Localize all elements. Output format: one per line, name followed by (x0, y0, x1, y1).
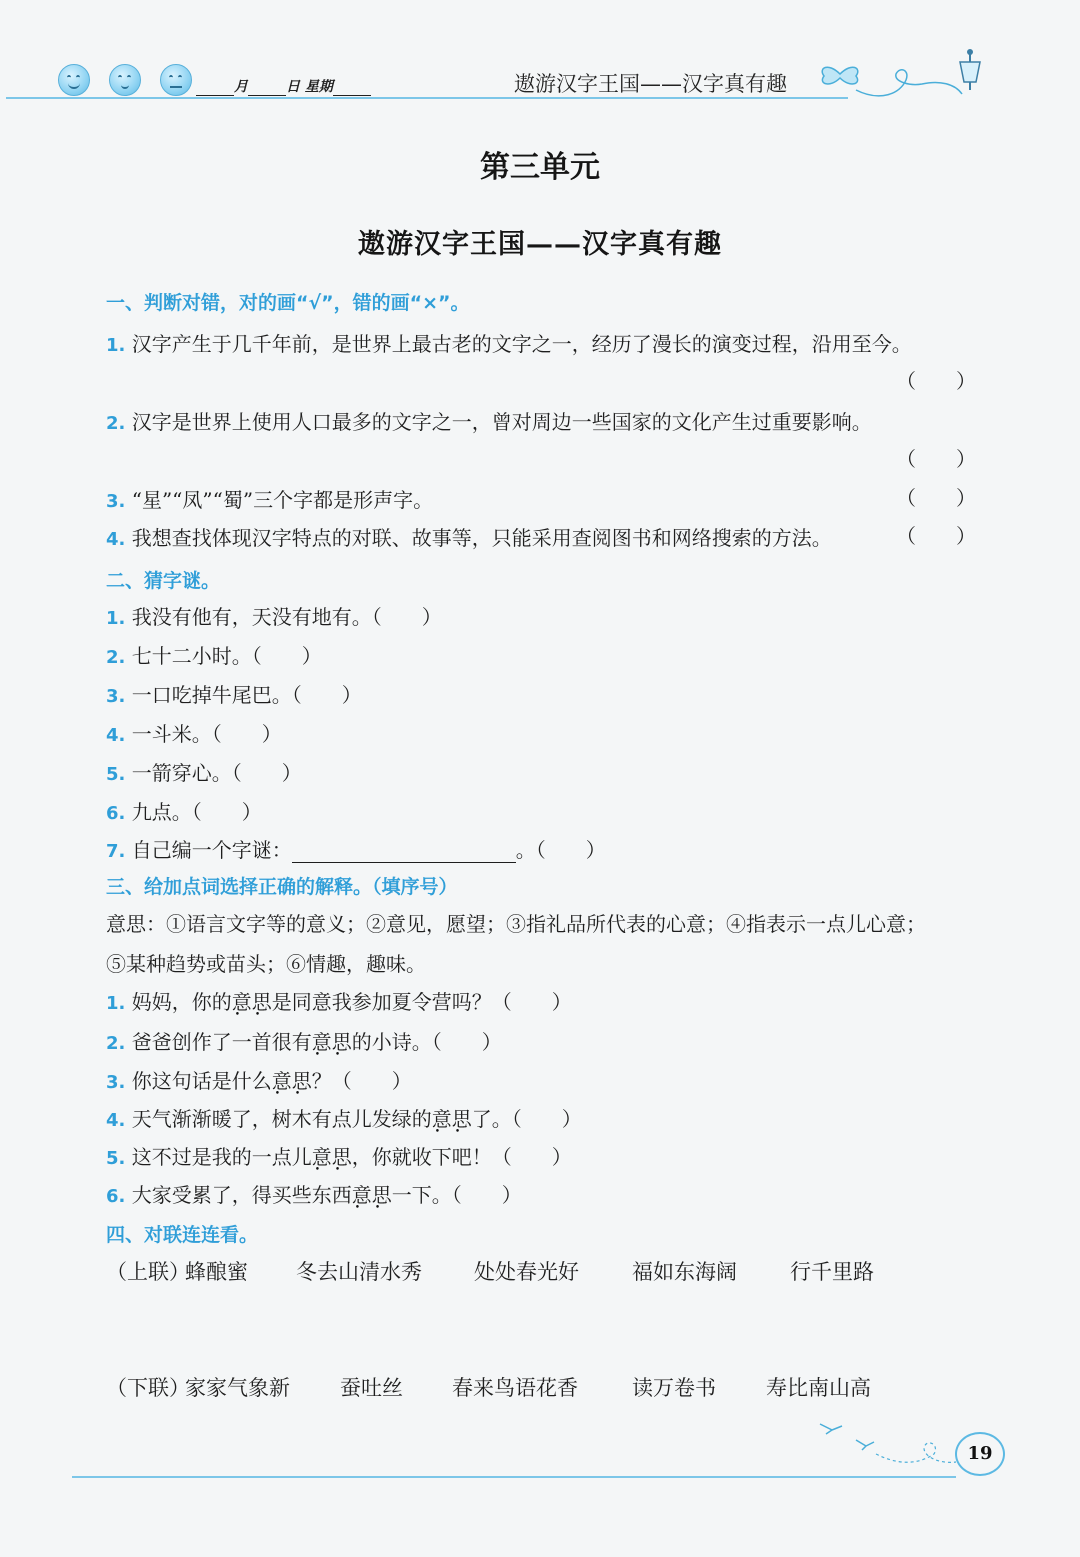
dotted-word: 意思 • • (432, 1103, 472, 1132)
lesson-title: 遨游汉字王国——汉字真有趣 (358, 229, 722, 260)
question-item: 3. 你这句话是什么意思 • •？（ ） (106, 1065, 412, 1094)
bird-trail-decoration-icon (816, 1414, 956, 1474)
section-heading: 一、判断对错，对的画“√”，错的画“×”。 (106, 292, 470, 314)
upper-couplet-item[interactable]: 冬去山清水秀 (296, 1260, 422, 1284)
answer-blank[interactable]: （ ） (896, 524, 976, 548)
answer-blank[interactable]: （ ） (896, 486, 976, 510)
answer-blank[interactable]: （ ） (896, 447, 976, 471)
upper-couplet-item[interactable]: 行千里路 (790, 1260, 874, 1284)
riddle-item: 2. 七十二小时。（ ） (106, 644, 322, 668)
smiley-face-icon (58, 64, 90, 96)
lower-couplet-item[interactable]: 寿比南山高 (766, 1376, 871, 1400)
butterfly-lamp-decoration-icon (810, 44, 1000, 114)
question-item: 1. 汉字产生于几千年前，是世界上最古老的文字之一，经历了漫长的演变过程，沿用至今。 (106, 332, 912, 356)
question-item: 4. 天气渐渐暖了，树木有点儿发绿的意思 • •了。（ ） (106, 1103, 582, 1132)
day-label: 日 (286, 79, 300, 95)
definition-line: 意思：①语言文字等的意义；②意见，愿望；③指礼品所代表的心意；④指表示一点儿心意； (106, 912, 926, 936)
upper-couplet-item[interactable]: 处处春光好 (474, 1260, 579, 1284)
lower-couplet-item[interactable]: 春来鸟语花香 (452, 1376, 578, 1400)
section-heading: 四、对联连连看。 (106, 1224, 259, 1246)
riddle-item: 7. 自己编一个字谜： 。（ ） (106, 838, 606, 862)
footer-rule (72, 1476, 956, 1478)
unit-title: 第三单元 (480, 150, 600, 185)
riddle-item: 5. 一箭穿心。（ ） (106, 761, 302, 785)
dotted-word: 意思 • • (312, 1141, 352, 1170)
riddle-item: 4. 一斗米。（ ） (106, 722, 282, 746)
section-heading: 三、给加点词选择正确的解释。（填序号） (106, 876, 458, 898)
upper-couplet-item[interactable]: 福如东海阔 (632, 1260, 737, 1284)
section-heading: 二、猜字谜。 (106, 570, 221, 592)
riddle-item: 3. 一口吃掉牛尾巴。（ ） (106, 683, 362, 707)
weekday-label: 星期 (304, 79, 333, 95)
question-item: 2. 汉字是世界上使用人口最多的文字之一，曾对周边一些国家的文化产生过重要影响。 (106, 410, 872, 434)
header-rule (6, 97, 848, 99)
question-item: 1. 妈妈，你的意思 • •是同意我参加夏令营吗？（ ） (106, 986, 572, 1015)
dotted-word: 意思 • • (232, 986, 272, 1015)
question-item: 2. 爸爸创作了一首很有意思 • •的小诗。（ ） (106, 1026, 502, 1055)
upper-couplet-item[interactable]: 蜂酿蜜 (185, 1260, 248, 1284)
question-item: 5. 这不过是我的一点儿意思 • •，你就收下吧！（ ） (106, 1141, 572, 1170)
header-title: 遨游汉字王国——汉字真有趣 (514, 72, 787, 96)
lower-couplet-item[interactable]: 蚕吐丝 (340, 1376, 403, 1400)
upper-couplet-label: （上联） (106, 1260, 190, 1284)
page-number: 19 (955, 1432, 1005, 1476)
smiley-face-icon (109, 64, 141, 96)
riddle-item: 6. 九点。（ ） (106, 800, 262, 824)
question-item: 3. “星”“凤”“蜀”三个字都是形声字。 (106, 488, 434, 512)
date-fields (196, 76, 371, 96)
dotted-word: 意思 • • (312, 1026, 352, 1055)
riddle-item: 1. 我没有他有，天没有地有。（ ） (106, 605, 442, 629)
lower-couplet-item[interactable]: 家家气象新 (185, 1376, 290, 1400)
question-item: 6. 大家受累了，得买些东西意思 • •一下。（ ） (106, 1179, 522, 1208)
dotted-word: 意思 • • (352, 1179, 392, 1208)
definition-line: ⑤某种趋势或苗头；⑥情趣，趣味。 (106, 952, 426, 976)
answer-blank[interactable]: （ ） (896, 369, 976, 393)
smiley-face-icon (160, 64, 192, 96)
month-label: 月 (234, 79, 248, 95)
lower-couplet-item[interactable]: 读万卷书 (632, 1376, 716, 1400)
question-item: 4. 我想查找体现汉字特点的对联、故事等，只能采用查阅图书和网络搜索的方法。 (106, 526, 832, 550)
dotted-word: 意思 • • (272, 1065, 312, 1094)
fill-in-line[interactable] (292, 842, 516, 863)
lower-couplet-label: （下联） (106, 1376, 190, 1400)
